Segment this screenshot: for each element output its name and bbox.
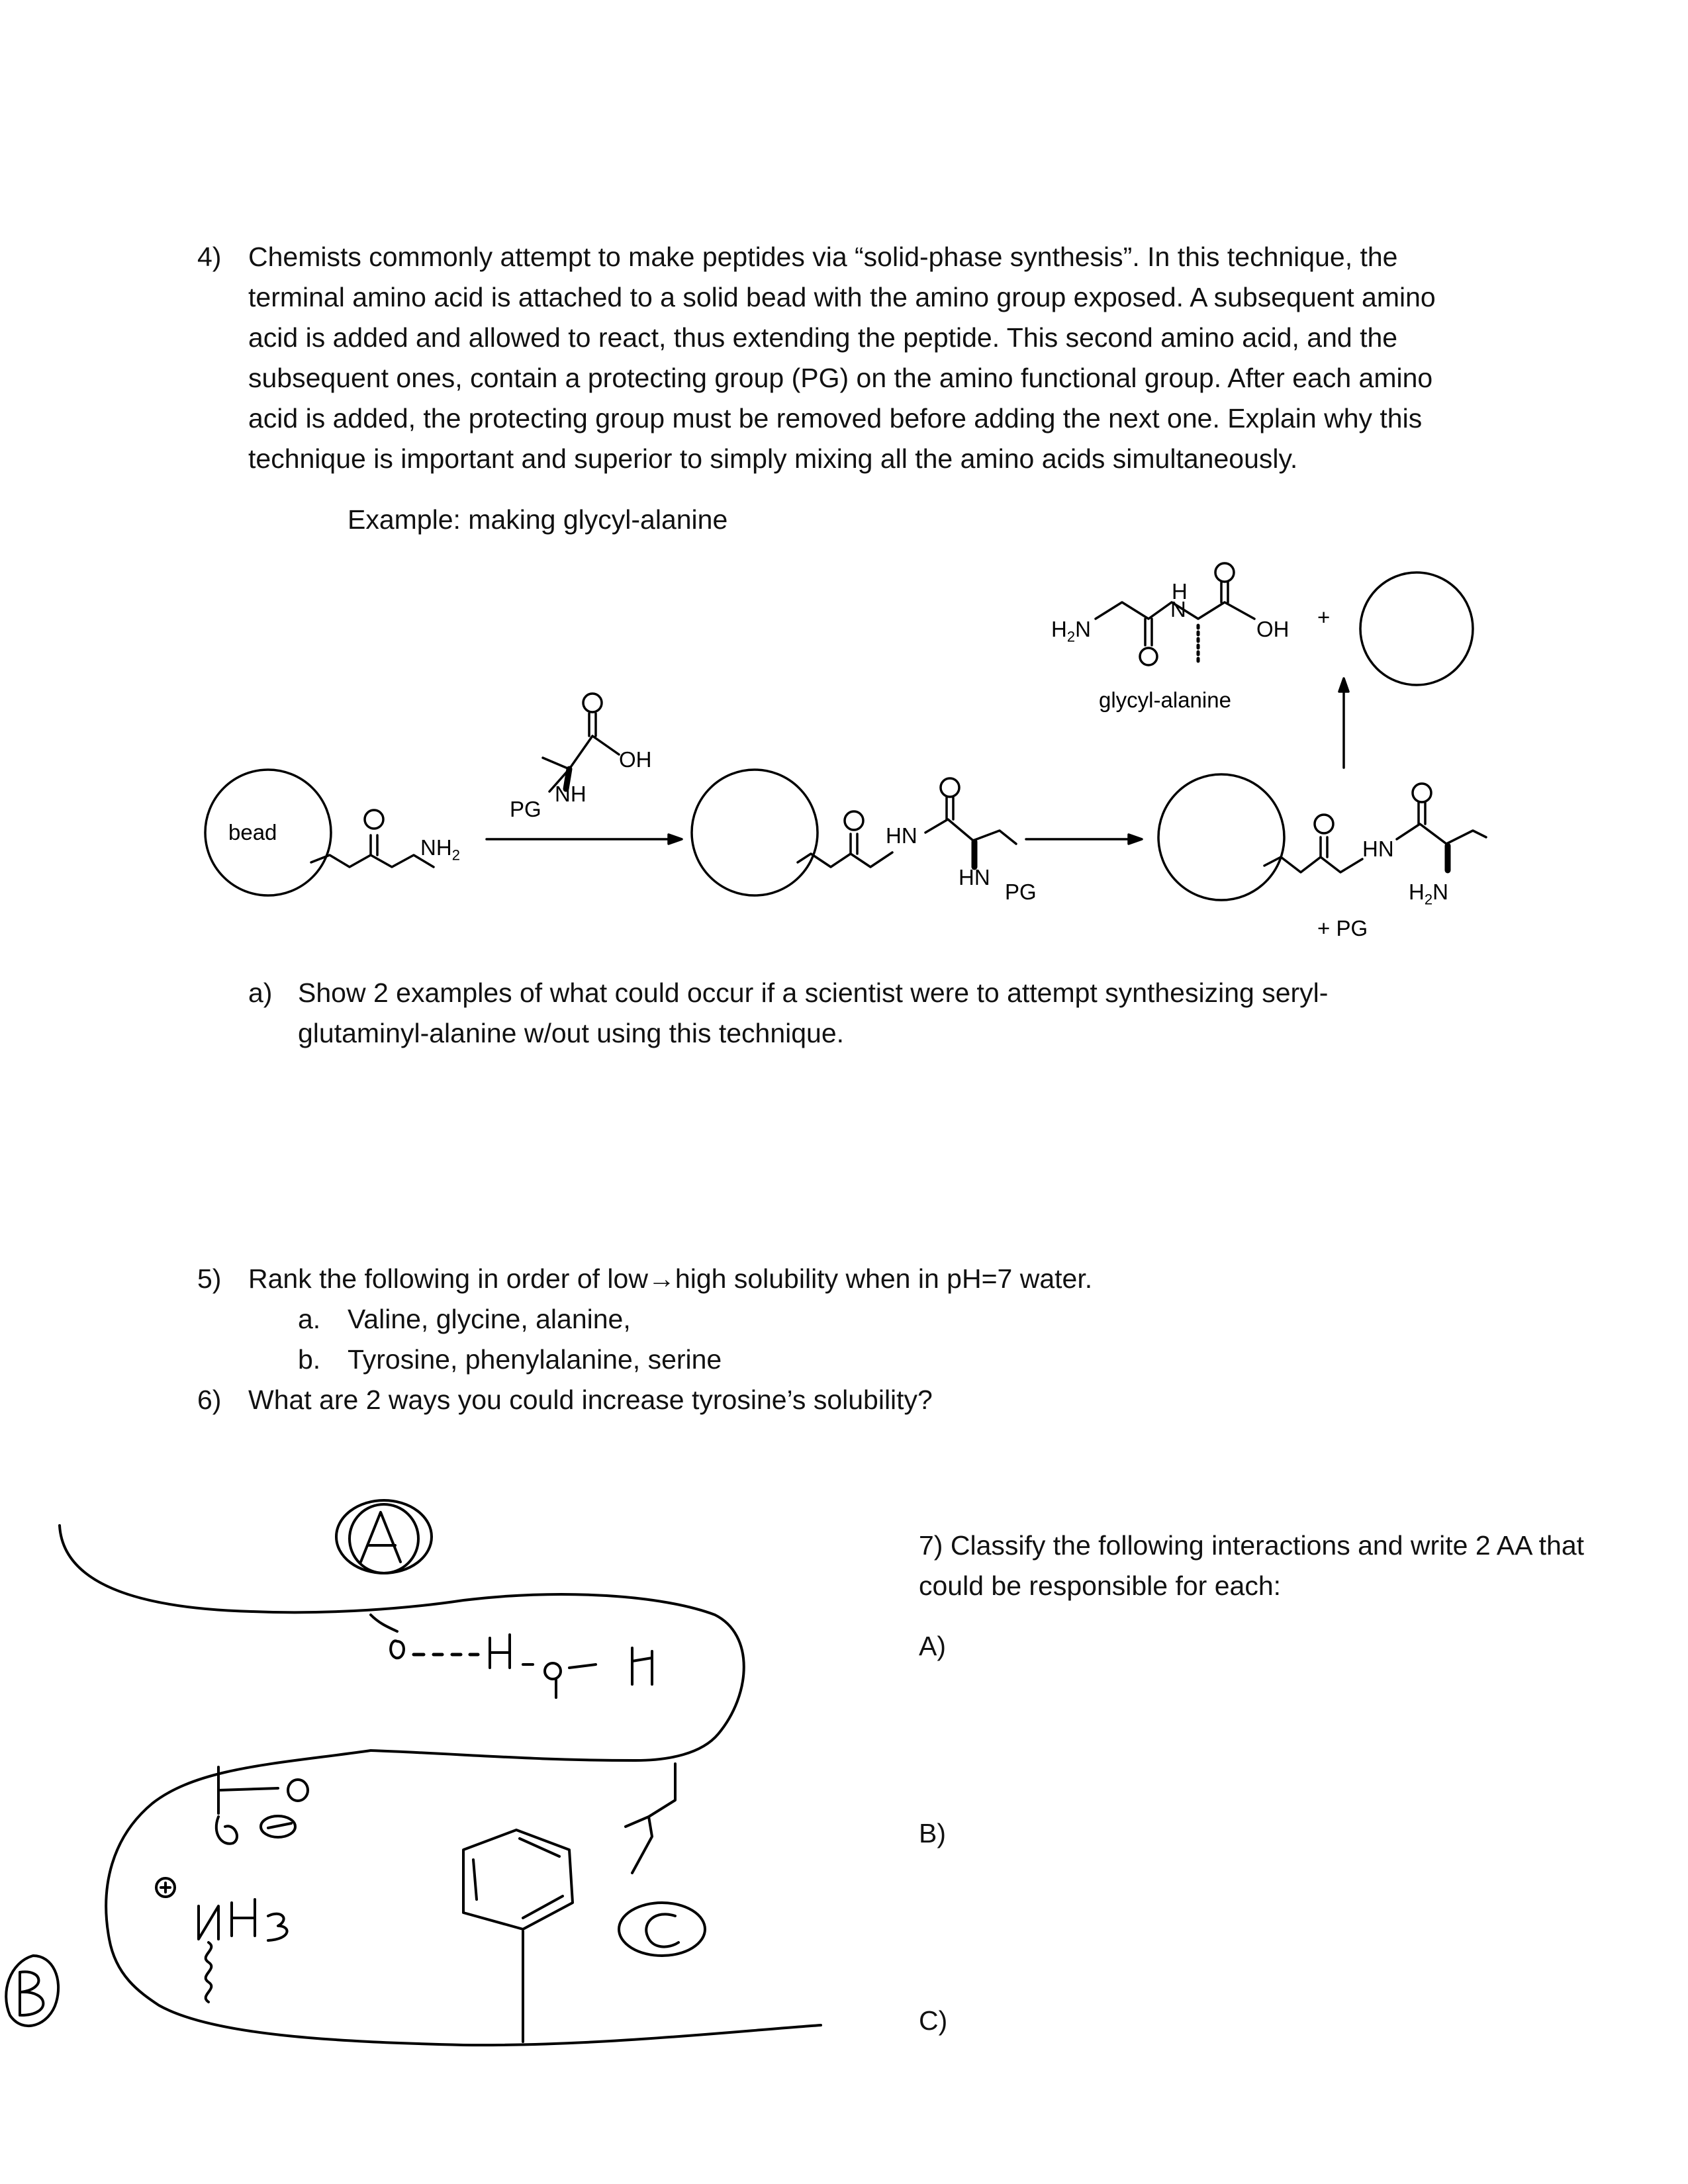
bead-circle-3 <box>1158 774 1284 900</box>
q4a-line-1: Show 2 examples of what could occur if a scientist were to attempt synthesizing seryl- <box>298 978 1329 1008</box>
q7-answer-c: C) <box>919 2005 948 2036</box>
label-b-circle <box>6 1956 58 2026</box>
hn-label-4: HN <box>1362 837 1394 861</box>
q6-text: What are 2 ways you could increase tyrosine’s solubility? <box>248 1385 933 1415</box>
q7-line-2: could be responsible for each: <box>919 1570 1282 1601</box>
q4-line-4: subsequent ones, contain a protecting group (PG) on the amino functional group. After each amino <box>248 363 1433 393</box>
q4-number: 4) <box>197 242 222 272</box>
pg-label-1: PG <box>510 797 541 821</box>
oh-label-2: OH <box>1256 617 1289 641</box>
q4-line-5: acid is added, the protecting group must be removed before adding the next one. Explain why this <box>248 403 1423 433</box>
hn-label-2: HN <box>886 823 917 848</box>
bead-label: bead <box>228 820 277 844</box>
oh-label-1: OH <box>619 747 652 772</box>
q7-answer-b: B) <box>919 1818 946 1848</box>
plus-label: + <box>1317 605 1331 629</box>
h2n-label-1: $H_2N$ <box>1051 617 1091 645</box>
q4a-letter: a) <box>248 978 273 1008</box>
handwritten-sketch <box>6 1500 821 2045</box>
linker-chain-1 <box>311 855 434 867</box>
h2n-label-2: $H_2N$ <box>1409 880 1448 908</box>
bead-circle-2 <box>692 770 818 895</box>
q4a-line-2: glutaminyl-alanine w/out using this technique. <box>298 1018 845 1048</box>
n-label: N <box>1170 597 1186 621</box>
q7-answer-a: A) <box>919 1631 946 1661</box>
label-a-letter <box>361 1512 400 1562</box>
h-label: H <box>1172 579 1188 604</box>
q7-line-1: 7) Classify the following interactions and write 2 AA that <box>919 1530 1585 1561</box>
plus-pg-label: + PG <box>1317 916 1368 940</box>
q4-line-1: Chemists commonly attempt to make peptides via “solid-phase synthesis”. In this technique, the <box>248 242 1398 272</box>
q4-line-2: terminal amino acid is attached to a solid bead with the amino group exposed. A subsequent amino <box>248 282 1436 312</box>
hn-label-3: HN <box>959 865 990 889</box>
q4-line-6: technique is important and superior to simply mixing all the amino acids simultaneously. <box>248 443 1298 474</box>
label-b-letter <box>20 1972 43 2015</box>
q5b-text: Tyrosine, phenylalanine, serine <box>348 1344 722 1375</box>
pg-label-2: PG <box>1005 880 1037 904</box>
q5a-text: Valine, glycine, alanine, <box>348 1304 631 1334</box>
nh2-label-1 <box>420 836 460 868</box>
q5-number: 5) <box>197 1263 222 1294</box>
q5-text: Rank the following in order of low→high solubility when in pH=7 water. <box>248 1263 1093 1294</box>
nh-label-1: NH <box>555 782 586 806</box>
free-bead-circle <box>1360 572 1473 685</box>
q5a-letter: a. <box>298 1304 321 1334</box>
q5b-letter: b. <box>298 1344 321 1375</box>
q4-example: Example: making glycyl-alanine <box>348 504 728 535</box>
q6-number: 6) <box>197 1385 222 1415</box>
glycyl-alanine-label: glycyl-alanine <box>1099 688 1231 712</box>
benzene-ring <box>463 1830 573 1929</box>
nh2-text: $NH_2$ <box>420 835 460 864</box>
label-c-letter <box>646 1914 679 1946</box>
q4-line-3: acid is added and allowed to react, thus extending the peptide. This second amino acid, and the <box>248 322 1398 353</box>
